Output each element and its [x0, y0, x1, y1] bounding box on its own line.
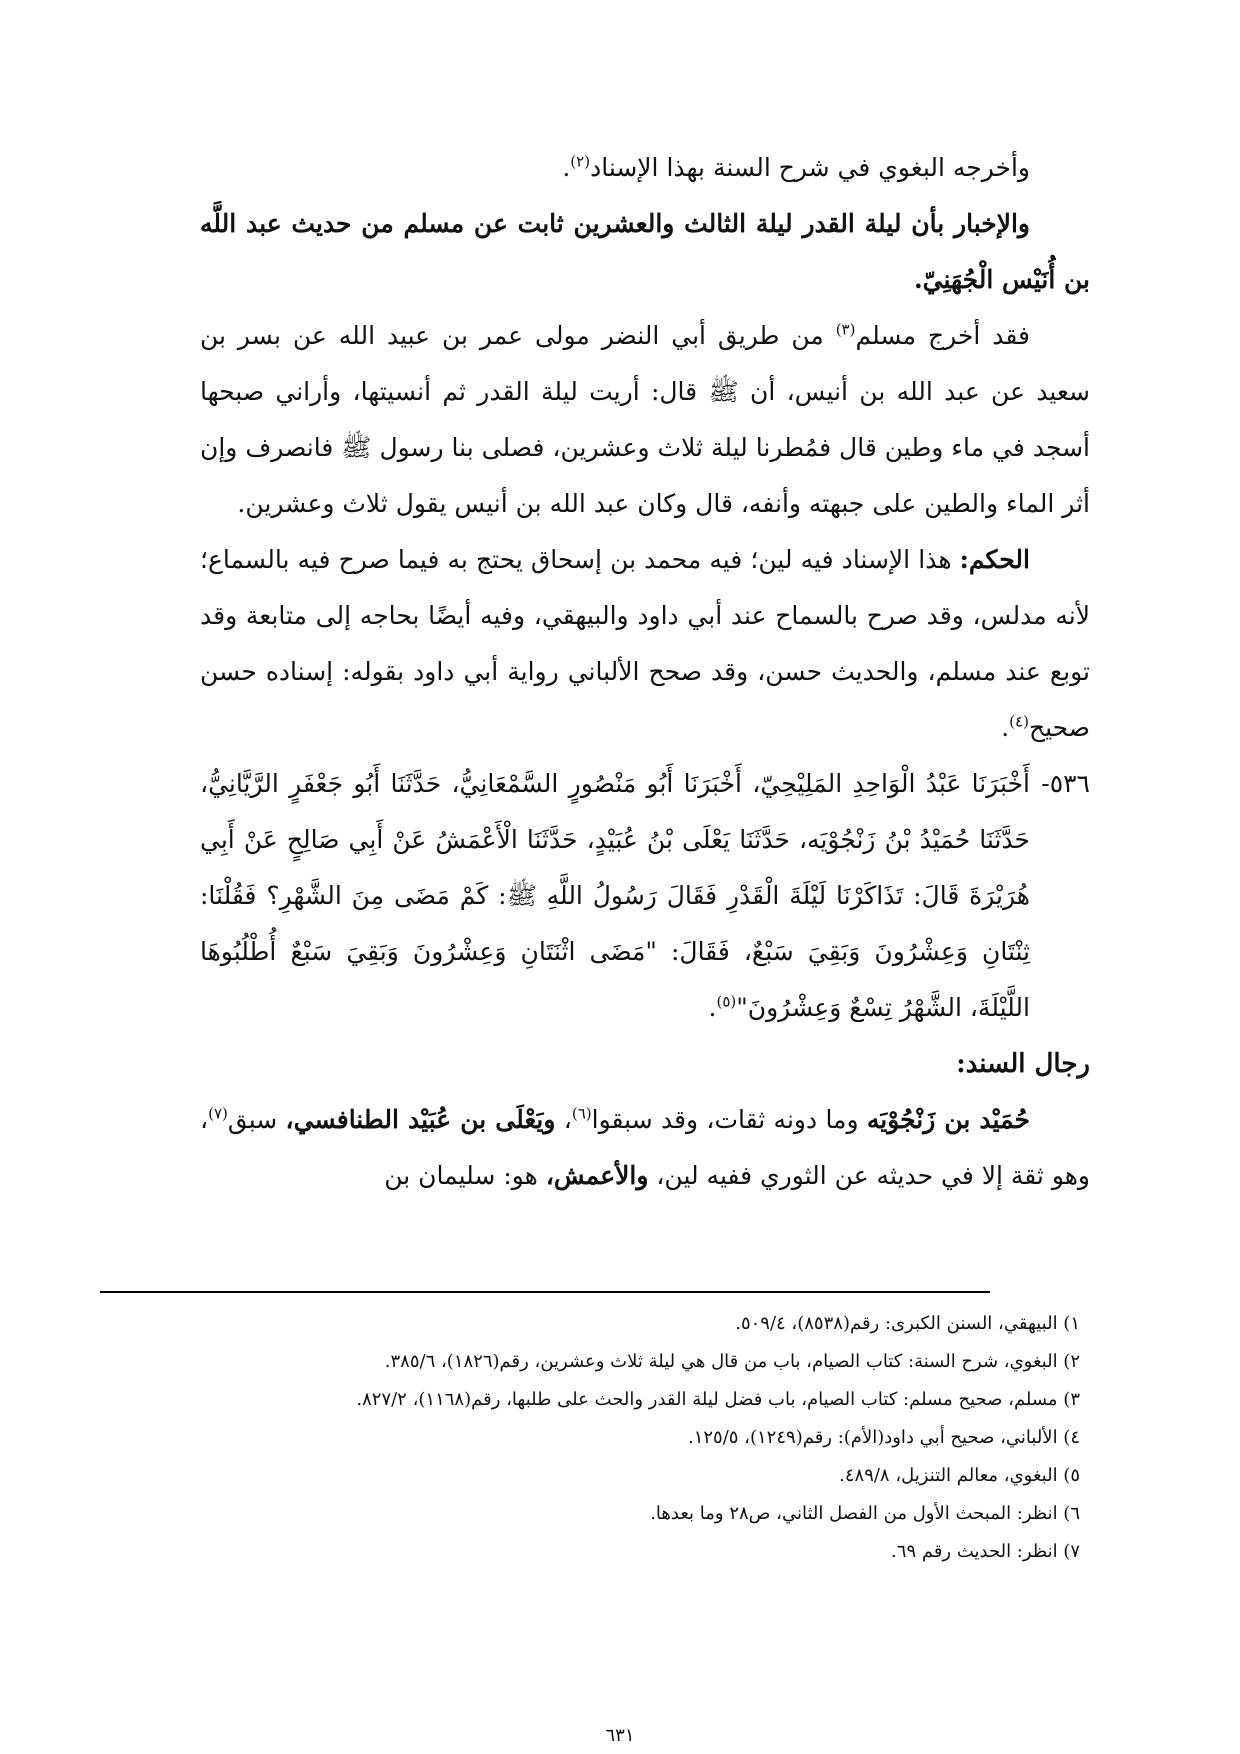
footnote-ref-6[interactable]: (٦): [571, 1104, 592, 1123]
footnote-ref-7[interactable]: (٧): [208, 1104, 228, 1123]
narrator-name: حُمَيْد بن زَنْجُوْيَه: [866, 1105, 1030, 1134]
narrator-name: ويَعْلَى بن عُبَيْد الطنافسي،: [285, 1105, 556, 1134]
footnote-4: ٤) الألباني، صحيح أبي داود(الأم): رقم(١٢٤٩)، ١٢٥/٥.: [687, 1427, 1080, 1448]
footnote-1: ١) البيهقي، السنن الكبرى: رقم(٨٥٣٨)، ٥٠٩/٤.: [735, 1313, 1080, 1334]
paragraph-text: هذا الإسناد فيه لين؛ فيه محمد بن إسحاق يحتج به فيما صرح فيه بالسماع؛ لأنه مدلس، وقد صرح بالسماح عند أبي داود والبيهقي، وفيه أيضًا بحاجه إلى متابعة وقد توبع عند مسلم، والحديث حسن، وقد صحح الألباني رواية أبي داود بقوله: إسناده حسن صحيح: [200, 545, 1090, 742]
hadith-number: ٥٣٦-: [1041, 769, 1090, 798]
hadith-536: [200, 756, 1090, 1036]
paragraph-text: سبق: [227, 1105, 286, 1134]
separator: ،: [555, 1105, 572, 1134]
paragraph-text: فقد أخرج مسلم: [855, 321, 1030, 350]
paragraph-narrators: [200, 1092, 1090, 1204]
hukm-label: الحكم:: [959, 545, 1030, 574]
page-number: ٦٣١: [605, 1725, 635, 1746]
paragraph-text: من طريق أبي النضر مولى عمر بن عبيد الله عن بسر بن سعيد عن عبد الله بن أنيس، أن ﷺ قال: أريت ليلة القدر ثم أنسيتها، وأراني صبحها أسجد في ماء وطين قال فمُطرنا ليلة ثلاث وعشرين، فصلى بنا رسول ﷺ فانصرف وإن أثر الماء والطين على جبهته وأنفه، قال وكان عبد الله بن أنيس يقول ثلاث وعشرين.: [200, 321, 1090, 518]
footnote-ref-3[interactable]: (٣): [835, 320, 856, 339]
paragraph-muslim: [200, 308, 1090, 532]
footnote-7: ٧) انظر: الحديث رقم ٦٩.: [891, 1541, 1080, 1562]
hadith-text: أَخْبَرَنَا عَبْدُ الْوَاحِدِ المَلِيْحِيّ، أَخْبَرَنَا أَبُو مَنْصُورٍ السَّمْعَانِيُّ، حَدَّثَنَا أَبُو جَعْفَرٍ الرَّيَّانِيُّ، حَدَّثَنَا حُمَيْدُ بْنُ زَنْجُوْيَه، حَدَّثَنَا يَعْلَى بْنُ عُبَيْدٍ، حَدَّثَنَا الْأَعْمَشُ عَنْ أَبِي صَالِحٍ عَنْ أَبِي هُرَيْرَةَ قَالَ: تَذَاكَرْنَا لَيْلَةَ الْقَدْرِ فَقَالَ رَسُولُ اللَّهِ ﷺ: كَمْ مَضَى مِنَ الشَّهْرِ؟ فَقُلْنَا: ثِنْتَانِ وَعِشْرُونَ وَبَقِيَ سَبْعٌ، فَقَالَ: "مَضَى اثْنَتَانِ وَعِشْرُونَ وَبَقِيَ سَبْعٌ أُطْلُبُوهَا اللَّيْلَةَ، الشَّهْرُ تِسْعٌ وَعِشْرُونَ": [200, 769, 1030, 1022]
footnote-ref-2[interactable]: (٢): [570, 152, 591, 171]
hadith-end: .: [708, 993, 717, 1022]
main-text: [200, 140, 1090, 1204]
paragraph-ikhbar: والإخبار بأن ليلة القدر ليلة الثالث والعشرين ثابت عن مسلم من حديث عبد اللَّه بن أُنَيْس الْجُهَنِيّ.: [200, 209, 1090, 294]
paragraph-end: .: [562, 153, 571, 182]
paragraph-text: وأخرجه البغوي في شرح السنة بهذا الإسناد: [590, 153, 1030, 182]
footnote-5: ٥) البغوي، معالم التنزيل، ٤٨٩/٨.: [839, 1465, 1080, 1486]
section-heading-rijal: رجال السند:: [956, 1049, 1090, 1079]
footnote-ref-4[interactable]: (٤): [1009, 712, 1029, 731]
footnote-2: ٢) البغوي، شرح السنة: كتاب الصيام، باب من قال هي ليلة ثلاث وعشرين، رقم(١٨٢٦)، ٣٨٥/٦.: [384, 1351, 1080, 1372]
footnotes: [200, 1305, 1080, 1571]
paragraph-end: .: [1001, 713, 1010, 742]
footnote-3: ٣) مسلم، صحيح مسلم: كتاب الصيام، باب فضل ليلة القدر والحث على طلبها، رقم(١١٦٨)، ٨٢٧/٢.: [356, 1389, 1080, 1410]
paragraph-text: ، وهو ثقة إلا في حديثه عن الثوري ففيه لين،: [200, 1105, 1090, 1190]
footnote-6: ٦) انظر: المبحث الأول من الفصل الثاني، ص٢٨ وما بعدها.: [650, 1503, 1080, 1524]
paragraph-baghawi: [200, 140, 1090, 196]
footnote-ref-5[interactable]: (٥): [716, 992, 737, 1011]
footnote-separator: [100, 1291, 990, 1293]
paragraph-text: وما دونه ثقات، وقد سبقوا: [591, 1105, 867, 1134]
paragraph-hukm: [200, 532, 1090, 756]
paragraph-text: هو: سليمان بن: [384, 1161, 546, 1190]
narrator-name: والأعمش،: [545, 1161, 649, 1190]
